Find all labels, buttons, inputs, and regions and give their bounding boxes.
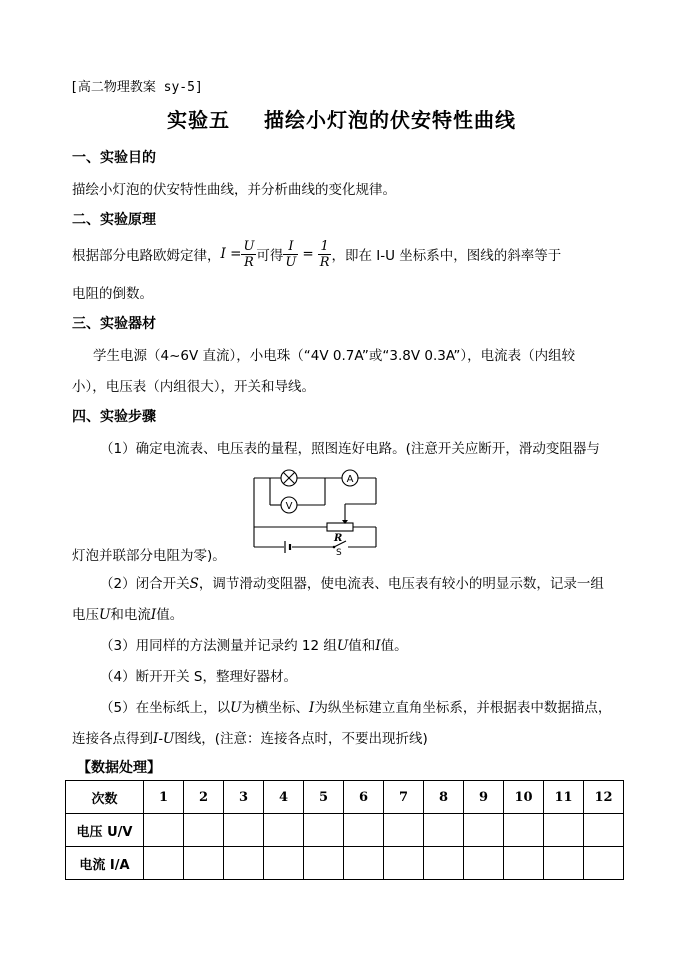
- column-header: 5: [304, 781, 344, 814]
- column-header: 9: [464, 781, 504, 814]
- current-cell[interactable]: [304, 847, 344, 880]
- step5-line1: （5）在坐标纸上，以U为横坐标、I为纵坐标建立直角坐标系，并根据表中数据描点，: [100, 700, 612, 716]
- current-cell[interactable]: [344, 847, 384, 880]
- current-cell[interactable]: [544, 847, 584, 880]
- title-experiment-name: 描绘小灯泡的伏安特性曲线: [264, 108, 516, 132]
- current-cell[interactable]: [144, 847, 184, 880]
- current-cell[interactable]: [224, 847, 264, 880]
- column-header: 6: [344, 781, 384, 814]
- current-cell[interactable]: [424, 847, 464, 880]
- circuit-diagram: [250, 463, 380, 555]
- section-heading-equipment: 三、实验器材: [72, 316, 156, 332]
- voltage-cell[interactable]: [144, 814, 184, 847]
- column-header: 1: [144, 781, 184, 814]
- current-cell[interactable]: [264, 847, 304, 880]
- column-header: 10: [504, 781, 544, 814]
- header-label-cell: 次数: [66, 781, 144, 814]
- switch-label: S: [336, 548, 342, 555]
- ammeter-symbol: [342, 470, 358, 486]
- purpose-text: 描绘小灯泡的伏安特性曲线，并分析曲线的变化规律。: [72, 182, 396, 198]
- voltage-cell[interactable]: [504, 814, 544, 847]
- column-header: 11: [544, 781, 584, 814]
- column-header: 3: [224, 781, 264, 814]
- step4-line: （4）断开开关 S，整理好器材。: [100, 669, 297, 685]
- current-cell[interactable]: [504, 847, 544, 880]
- rheostat-symbol: [327, 520, 353, 544]
- table-header-row: [66, 781, 624, 814]
- step1-line1: （1）确定电流表、电压表的量程，照图连好电路。(注意开关应断开，滑动变阻器与: [100, 441, 600, 457]
- step2-line1: （2）闭合开关S，调节滑动变阻器，使电流表、电压表有较小的明显示数，记录一组: [100, 576, 604, 592]
- equipment-line2: 小），电压表（内组很大），开关和导线。: [72, 379, 315, 395]
- section-heading-steps: 四、实验步骤: [72, 409, 156, 425]
- section-heading-principle: 二、实验原理: [72, 212, 156, 228]
- step2-line2: 电压U和电流I值。: [72, 607, 184, 623]
- voltage-cell[interactable]: [464, 814, 504, 847]
- column-header: 2: [184, 781, 224, 814]
- voltage-cell[interactable]: [424, 814, 464, 847]
- voltmeter-symbol: [281, 497, 297, 513]
- voltage-cell[interactable]: [384, 814, 424, 847]
- column-header: 7: [384, 781, 424, 814]
- principle-mid: 可得: [256, 248, 284, 264]
- formula-lhs: I =: [220, 246, 242, 262]
- section-heading-purpose: 一、实验目的: [72, 150, 156, 166]
- column-header: 12: [584, 781, 624, 814]
- voltage-cell[interactable]: [184, 814, 224, 847]
- row-label-voltage: 电压 U/V: [66, 814, 144, 847]
- battery-symbol: [285, 541, 290, 553]
- equipment-line1: 学生电源（4~6V 直流），小电珠（“4V 0.7A”或“3.8V 0.3A”），电流表（内组较: [93, 348, 576, 364]
- current-cell[interactable]: [584, 847, 624, 880]
- section-heading-data-processing: 【数据处理】: [77, 760, 161, 776]
- step1-line2: 灯泡并联部分电阻为零)。: [72, 548, 226, 564]
- data-table: [65, 780, 624, 880]
- voltage-cell[interactable]: [224, 814, 264, 847]
- voltmeter-label: V: [285, 501, 293, 512]
- fraction-u-over-r: $\frac{U}{R}$: [243, 238, 255, 270]
- step3-line: （3）用同样的方法测量并记录约 12 组U值和I值。: [100, 638, 408, 654]
- row-label-current: 电流 I/A: [66, 847, 144, 880]
- principle-line2: 电阻的倒数。: [72, 286, 153, 302]
- formula-equals: =: [302, 246, 314, 262]
- table-row-current: [66, 847, 624, 880]
- page-title: [167, 104, 516, 133]
- voltage-cell[interactable]: [584, 814, 624, 847]
- current-cell[interactable]: [384, 847, 424, 880]
- principle-tail: ，即在 I-U 坐标系中，图线的斜率等于: [331, 248, 562, 264]
- current-cell[interactable]: [184, 847, 224, 880]
- switch-symbol: [333, 546, 342, 555]
- column-header: 8: [424, 781, 464, 814]
- ammeter-label: A: [346, 474, 354, 485]
- lamp-symbol: [281, 470, 297, 486]
- step5-line2: 连接各点得到I-U图线，(注意：连接各点时，不要出现折线): [72, 731, 428, 747]
- table-row-voltage: [66, 814, 624, 847]
- current-cell[interactable]: [464, 847, 504, 880]
- principle-lead: 根据部分电路欧姆定律，: [72, 248, 221, 264]
- document-header-tag: [高二物理教案 sy-5]: [70, 80, 203, 95]
- column-header: 4: [264, 781, 304, 814]
- fraction-i-over-u: $\frac{I}{U}$: [285, 238, 297, 270]
- voltage-cell[interactable]: [344, 814, 384, 847]
- principle-formula-line: [72, 234, 561, 274]
- voltage-cell[interactable]: [544, 814, 584, 847]
- fraction-one-over-r: $\frac{1}{R}$: [319, 238, 330, 270]
- voltage-cell[interactable]: [264, 814, 304, 847]
- rheostat-label: R: [334, 533, 343, 544]
- title-experiment-number: 实验五: [167, 108, 230, 132]
- voltage-cell[interactable]: [304, 814, 344, 847]
